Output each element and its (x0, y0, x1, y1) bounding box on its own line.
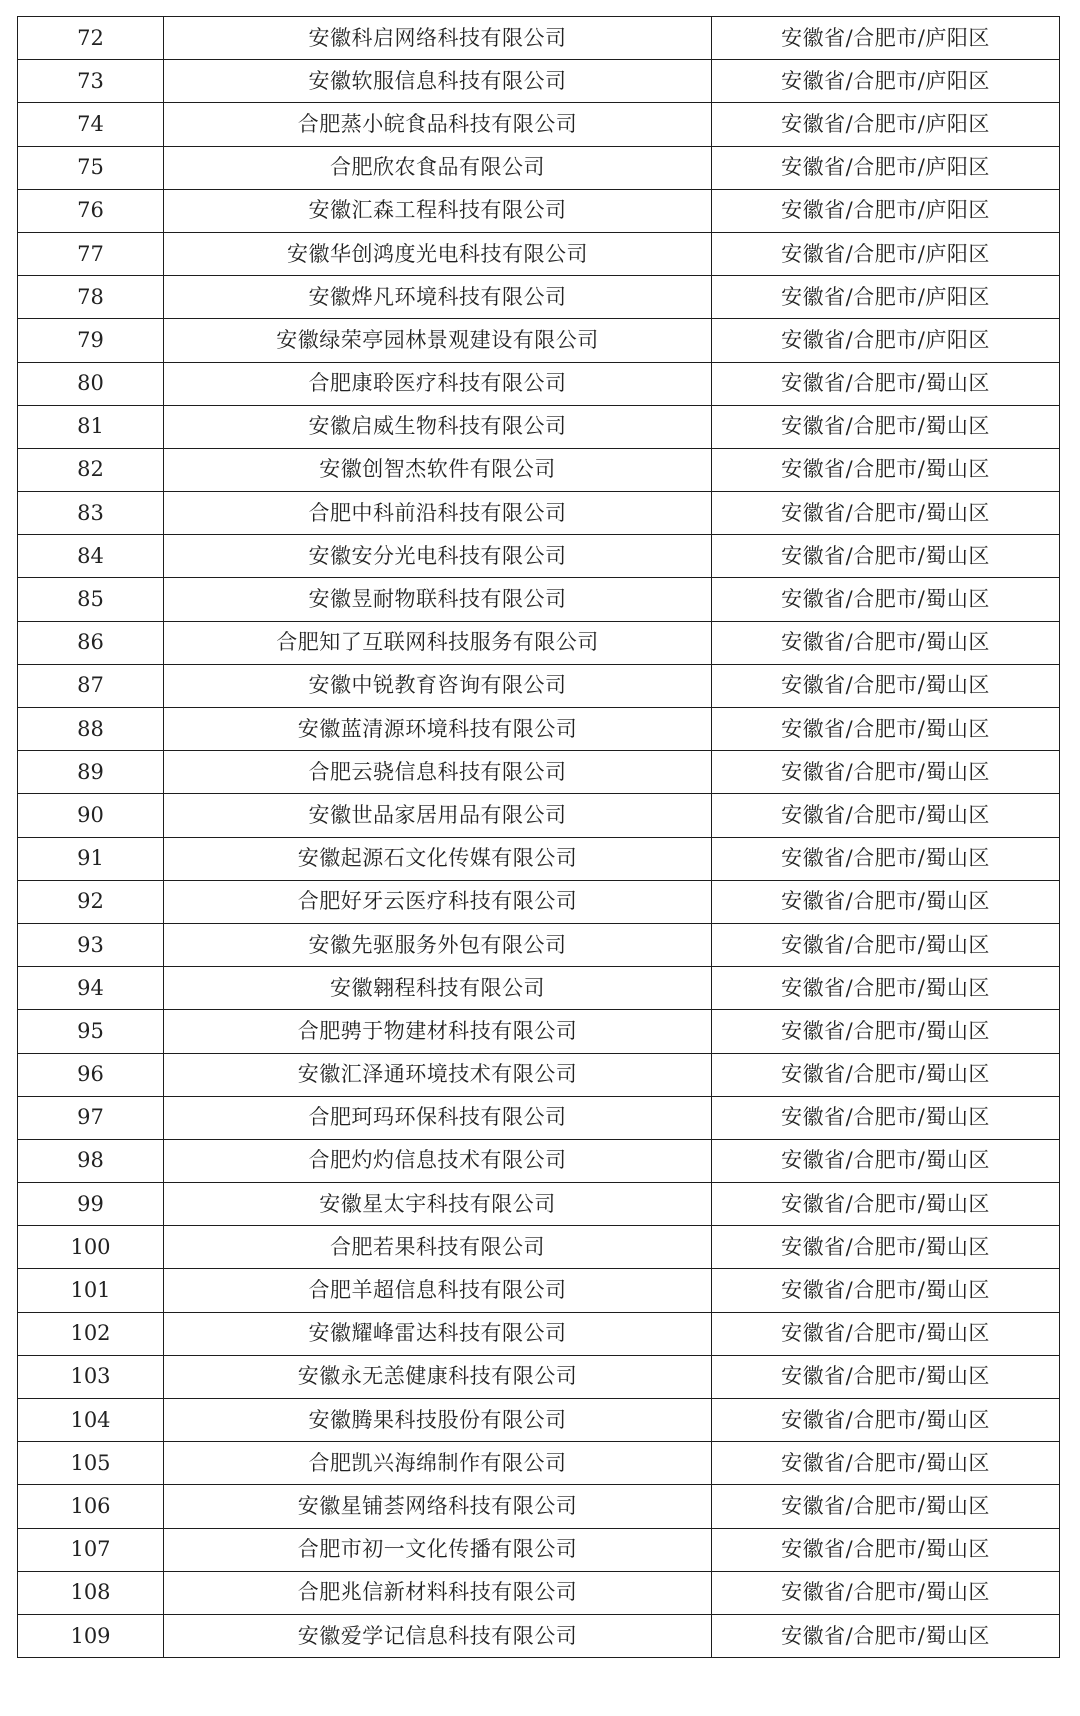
table-row (18, 1614, 1060, 1657)
row-number-cell: 95 (18, 1010, 164, 1053)
table-row (18, 535, 1060, 578)
row-number-cell: 109 (18, 1614, 164, 1657)
table-row (18, 60, 1060, 103)
row-number-cell: 102 (18, 1312, 164, 1355)
region-cell: 安徽省/合肥市/蜀山区 (712, 621, 1060, 664)
company-name-cell: 安徽中锐教育咨询有限公司 (164, 664, 712, 707)
row-number-cell: 81 (18, 405, 164, 448)
row-number-cell: 103 (18, 1355, 164, 1398)
company-name-cell: 安徽安分光电科技有限公司 (164, 535, 712, 578)
table-row (18, 1139, 1060, 1182)
table-row (18, 880, 1060, 923)
table-row (18, 1442, 1060, 1485)
row-number-cell: 77 (18, 232, 164, 275)
region-cell: 安徽省/合肥市/蜀山区 (712, 837, 1060, 880)
row-number-cell: 88 (18, 708, 164, 751)
table-row (18, 189, 1060, 232)
region-cell: 安徽省/合肥市/蜀山区 (712, 535, 1060, 578)
company-name-cell: 安徽星太宇科技有限公司 (164, 1183, 712, 1226)
row-number-cell: 107 (18, 1528, 164, 1571)
table-row (18, 1571, 1060, 1614)
company-name-cell: 安徽先驱服务外包有限公司 (164, 923, 712, 966)
row-number-cell: 83 (18, 492, 164, 535)
region-cell: 安徽省/合肥市/蜀山区 (712, 794, 1060, 837)
row-number-cell: 75 (18, 146, 164, 189)
company-name-cell: 安徽起源石文化传媒有限公司 (164, 837, 712, 880)
row-number-cell: 85 (18, 578, 164, 621)
company-name-cell: 合肥若果科技有限公司 (164, 1226, 712, 1269)
table-row (18, 405, 1060, 448)
table-row (18, 1096, 1060, 1139)
company-name-cell: 合肥欣农食品有限公司 (164, 146, 712, 189)
company-name-cell: 安徽汇森工程科技有限公司 (164, 189, 712, 232)
company-name-cell: 安徽星铺荟网络科技有限公司 (164, 1485, 712, 1528)
row-number-cell: 72 (18, 17, 164, 60)
table-row (18, 1183, 1060, 1226)
row-number-cell: 108 (18, 1571, 164, 1614)
table-row (18, 103, 1060, 146)
table-row (18, 319, 1060, 362)
region-cell: 安徽省/合肥市/蜀山区 (712, 1355, 1060, 1398)
company-name-cell: 合肥凯兴海绵制作有限公司 (164, 1442, 712, 1485)
row-number-cell: 106 (18, 1485, 164, 1528)
row-number-cell: 89 (18, 751, 164, 794)
region-cell: 安徽省/合肥市/蜀山区 (712, 880, 1060, 923)
region-cell: 安徽省/合肥市/蜀山区 (712, 664, 1060, 707)
table-row (18, 362, 1060, 405)
row-number-cell: 86 (18, 621, 164, 664)
region-cell: 安徽省/合肥市/蜀山区 (712, 967, 1060, 1010)
company-name-cell: 安徽爱学记信息科技有限公司 (164, 1614, 712, 1657)
company-name-cell: 安徽蓝清源环境科技有限公司 (164, 708, 712, 751)
table-row (18, 794, 1060, 837)
row-number-cell: 104 (18, 1399, 164, 1442)
row-number-cell: 80 (18, 362, 164, 405)
region-cell: 安徽省/合肥市/蜀山区 (712, 1226, 1060, 1269)
company-name-cell: 合肥羊超信息科技有限公司 (164, 1269, 712, 1312)
company-name-cell: 合肥中科前沿科技有限公司 (164, 492, 712, 535)
region-cell: 安徽省/合肥市/蜀山区 (712, 751, 1060, 794)
table-row (18, 837, 1060, 880)
region-cell: 安徽省/合肥市/庐阳区 (712, 103, 1060, 146)
row-number-cell: 90 (18, 794, 164, 837)
company-name-cell: 合肥知了互联网科技服务有限公司 (164, 621, 712, 664)
row-number-cell: 99 (18, 1183, 164, 1226)
company-name-cell: 安徽永无恙健康科技有限公司 (164, 1355, 712, 1398)
row-number-cell: 91 (18, 837, 164, 880)
region-cell: 安徽省/合肥市/蜀山区 (712, 708, 1060, 751)
company-name-cell: 合肥市初一文化传播有限公司 (164, 1528, 712, 1571)
table-row (18, 448, 1060, 491)
region-cell: 安徽省/合肥市/蜀山区 (712, 1010, 1060, 1053)
region-cell: 安徽省/合肥市/蜀山区 (712, 448, 1060, 491)
table-row (18, 1269, 1060, 1312)
company-name-cell: 合肥蒸小皖食品科技有限公司 (164, 103, 712, 146)
table-row (18, 664, 1060, 707)
region-cell: 安徽省/合肥市/蜀山区 (712, 1399, 1060, 1442)
table-row (18, 1053, 1060, 1096)
company-list-table (17, 16, 1060, 1658)
row-number-cell: 98 (18, 1139, 164, 1182)
row-number-cell: 92 (18, 880, 164, 923)
company-name-cell: 合肥兆信新材料科技有限公司 (164, 1571, 712, 1614)
row-number-cell: 105 (18, 1442, 164, 1485)
region-cell: 安徽省/合肥市/蜀山区 (712, 1485, 1060, 1528)
region-cell: 安徽省/合肥市/蜀山区 (712, 1614, 1060, 1657)
region-cell: 安徽省/合肥市/庐阳区 (712, 60, 1060, 103)
company-name-cell: 安徽创智杰软件有限公司 (164, 448, 712, 491)
row-number-cell: 97 (18, 1096, 164, 1139)
table-row (18, 751, 1060, 794)
row-number-cell: 79 (18, 319, 164, 362)
row-number-cell: 84 (18, 535, 164, 578)
table-row (18, 1010, 1060, 1053)
table-row (18, 621, 1060, 664)
row-number-cell: 101 (18, 1269, 164, 1312)
row-number-cell: 93 (18, 923, 164, 966)
row-number-cell: 73 (18, 60, 164, 103)
region-cell: 安徽省/合肥市/蜀山区 (712, 1183, 1060, 1226)
region-cell: 安徽省/合肥市/蜀山区 (712, 1139, 1060, 1182)
company-name-cell: 合肥康聆医疗科技有限公司 (164, 362, 712, 405)
company-name-cell: 合肥珂玛环保科技有限公司 (164, 1096, 712, 1139)
company-name-cell: 合肥好牙云医疗科技有限公司 (164, 880, 712, 923)
region-cell: 安徽省/合肥市/蜀山区 (712, 1442, 1060, 1485)
table-row (18, 492, 1060, 535)
region-cell: 安徽省/合肥市/蜀山区 (712, 578, 1060, 621)
table-row (18, 1312, 1060, 1355)
company-name-cell: 安徽翱程科技有限公司 (164, 967, 712, 1010)
table-row (18, 276, 1060, 319)
table-row (18, 1528, 1060, 1571)
row-number-cell: 76 (18, 189, 164, 232)
table-row (18, 232, 1060, 275)
company-name-cell: 安徽汇泽通环境技术有限公司 (164, 1053, 712, 1096)
table-row (18, 1355, 1060, 1398)
table-row (18, 146, 1060, 189)
company-name-cell: 安徽科启网络科技有限公司 (164, 17, 712, 60)
row-number-cell: 94 (18, 967, 164, 1010)
region-cell: 安徽省/合肥市/蜀山区 (712, 362, 1060, 405)
company-name-cell: 安徽烨凡环境科技有限公司 (164, 276, 712, 319)
company-name-cell: 安徽世品家居用品有限公司 (164, 794, 712, 837)
company-name-cell: 合肥云骁信息科技有限公司 (164, 751, 712, 794)
row-number-cell: 87 (18, 664, 164, 707)
company-name-cell: 安徽启威生物科技有限公司 (164, 405, 712, 448)
table-row (18, 1399, 1060, 1442)
region-cell: 安徽省/合肥市/蜀山区 (712, 1269, 1060, 1312)
region-cell: 安徽省/合肥市/蜀山区 (712, 405, 1060, 448)
region-cell: 安徽省/合肥市/蜀山区 (712, 492, 1060, 535)
company-name-cell: 安徽软服信息科技有限公司 (164, 60, 712, 103)
region-cell: 安徽省/合肥市/庐阳区 (712, 232, 1060, 275)
row-number-cell: 74 (18, 103, 164, 146)
company-name-cell: 安徽昱耐物联科技有限公司 (164, 578, 712, 621)
table-row (18, 1485, 1060, 1528)
region-cell: 安徽省/合肥市/庐阳区 (712, 319, 1060, 362)
table-row (18, 708, 1060, 751)
region-cell: 安徽省/合肥市/蜀山区 (712, 1053, 1060, 1096)
table-row (18, 967, 1060, 1010)
company-name-cell: 安徽绿荣亭园林景观建设有限公司 (164, 319, 712, 362)
table-row (18, 923, 1060, 966)
company-name-cell: 安徽耀峰雷达科技有限公司 (164, 1312, 712, 1355)
row-number-cell: 100 (18, 1226, 164, 1269)
table-row (18, 1226, 1060, 1269)
region-cell: 安徽省/合肥市/庐阳区 (712, 276, 1060, 319)
company-name-cell: 合肥骋于物建材科技有限公司 (164, 1010, 712, 1053)
region-cell: 安徽省/合肥市/庐阳区 (712, 189, 1060, 232)
company-name-cell: 安徽华创鸿度光电科技有限公司 (164, 232, 712, 275)
company-name-cell: 合肥灼灼信息技术有限公司 (164, 1139, 712, 1182)
region-cell: 安徽省/合肥市/蜀山区 (712, 1312, 1060, 1355)
table-row (18, 578, 1060, 621)
company-name-cell: 安徽腾果科技股份有限公司 (164, 1399, 712, 1442)
region-cell: 安徽省/合肥市/庐阳区 (712, 17, 1060, 60)
region-cell: 安徽省/合肥市/庐阳区 (712, 146, 1060, 189)
table-body (18, 17, 1060, 1658)
region-cell: 安徽省/合肥市/蜀山区 (712, 1528, 1060, 1571)
row-number-cell: 78 (18, 276, 164, 319)
row-number-cell: 96 (18, 1053, 164, 1096)
row-number-cell: 82 (18, 448, 164, 491)
region-cell: 安徽省/合肥市/蜀山区 (712, 1096, 1060, 1139)
region-cell: 安徽省/合肥市/蜀山区 (712, 923, 1060, 966)
table-row (18, 17, 1060, 60)
region-cell: 安徽省/合肥市/蜀山区 (712, 1571, 1060, 1614)
